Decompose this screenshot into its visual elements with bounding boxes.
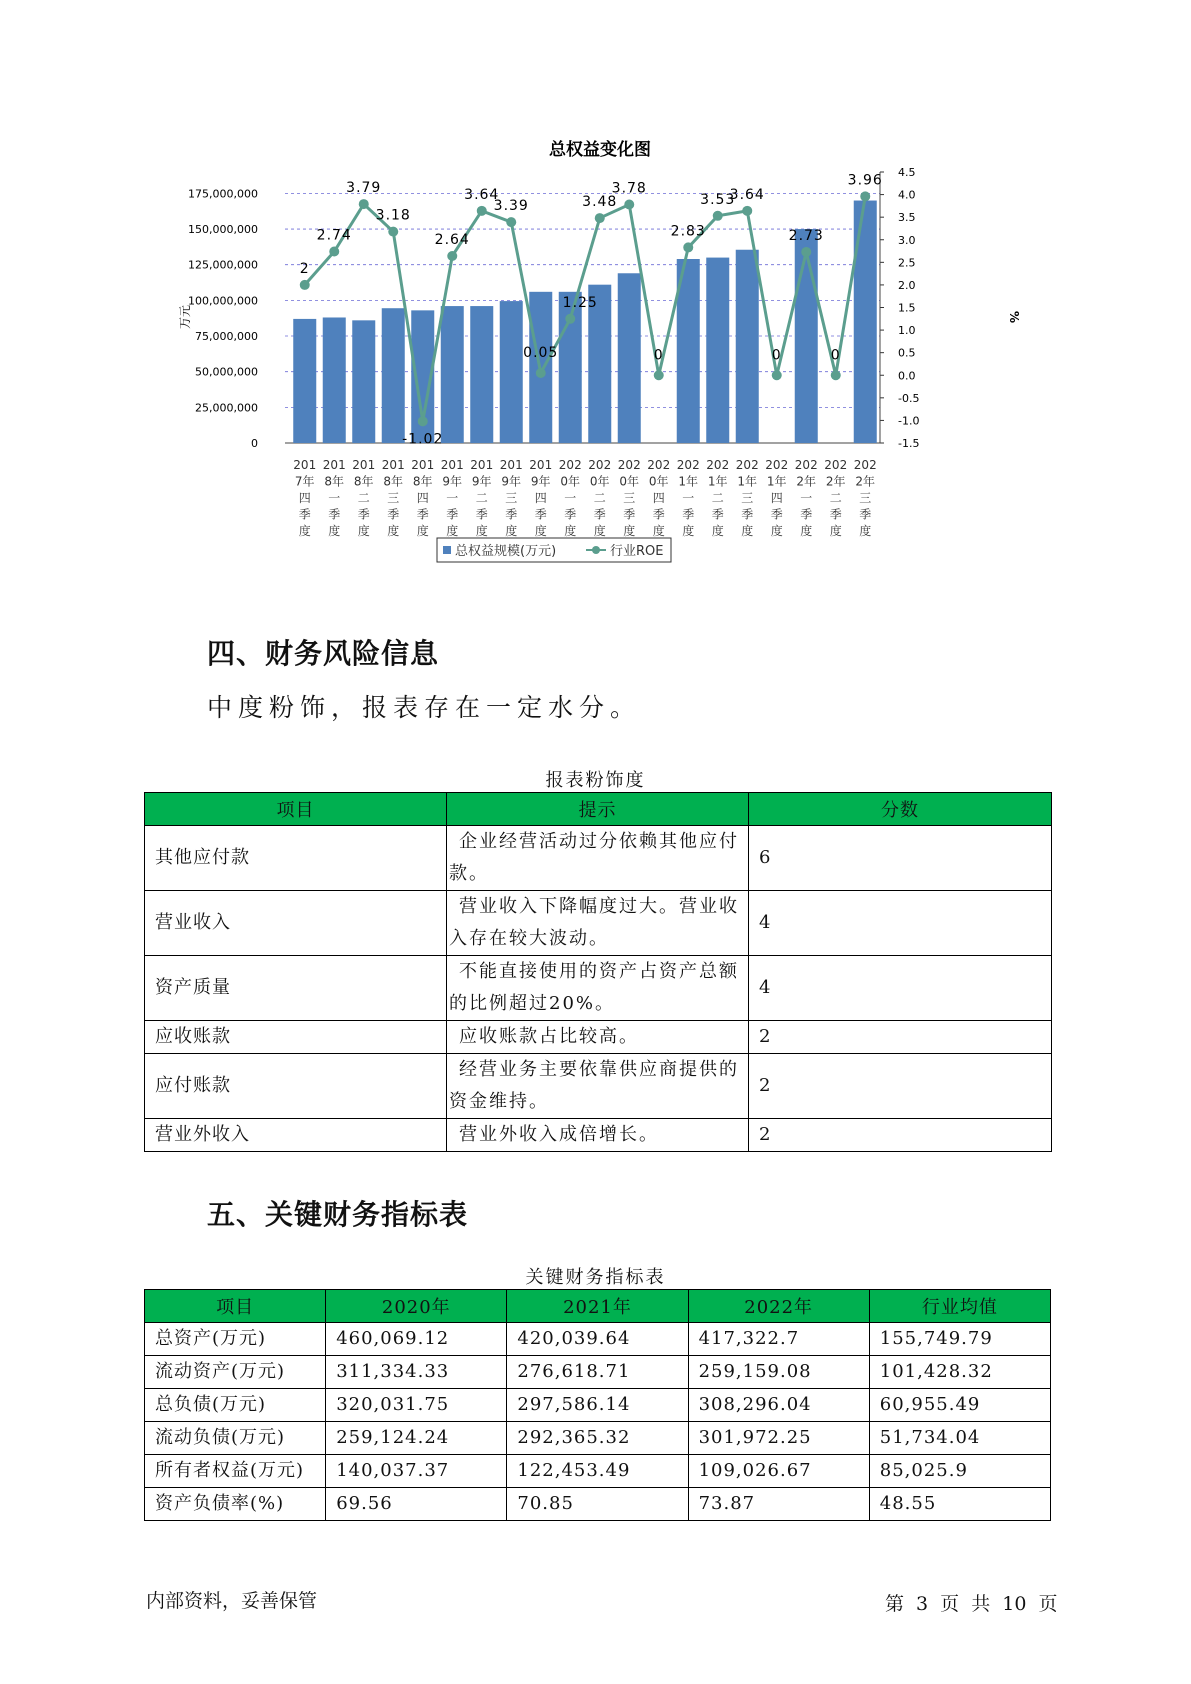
x-tick-label-line: 度 <box>387 524 400 538</box>
table-row <box>145 1119 1052 1152</box>
kpi-value: 308,296.04 <box>688 1389 869 1422</box>
table-row <box>145 956 1052 1021</box>
x-tick-label-line: 度 <box>298 524 311 538</box>
x-tick-label-line: 8年 <box>324 474 345 489</box>
kpi-item: 流动资产(万元) <box>145 1356 326 1389</box>
y-tick-label: 75,000,000 <box>195 330 258 344</box>
y-tick-label: 175,000,000 <box>188 187 258 201</box>
x-tick-label-line: 202 <box>794 458 818 472</box>
x-tick-label-line: 9年 <box>501 474 522 489</box>
kpi-value: 276,618.71 <box>507 1356 688 1389</box>
risk-score: 6 <box>749 826 1052 891</box>
table-row <box>145 891 1052 956</box>
risk-tip-line: 资金维持。 <box>449 1091 549 1112</box>
roe-point <box>683 242 693 252</box>
risk-table-caption: 报表粉饰度 <box>545 770 646 791</box>
table-row <box>145 1455 1051 1488</box>
x-tick-label-line: 9年 <box>471 474 492 489</box>
bar <box>382 308 405 443</box>
x-tick-label <box>588 458 611 538</box>
risk-tip-line: 款。 <box>449 863 489 884</box>
risk-tip <box>447 1119 749 1152</box>
roe-point <box>742 206 752 216</box>
bar <box>293 319 316 443</box>
header-cell: 项目 <box>145 1290 326 1323</box>
bar <box>736 250 759 443</box>
y2-axis <box>880 166 919 450</box>
roe-data-label: 3.79 <box>346 180 382 197</box>
roe-data-label: 3.64 <box>464 186 500 203</box>
risk-tip-line: 不能直接使用的资产占资产总额 <box>459 961 739 982</box>
roe-point <box>713 211 723 221</box>
y2-tick-label: 1.5 <box>898 301 916 315</box>
bar <box>441 306 464 443</box>
risk-tip-line: 经营业务主要依靠供应商提供的 <box>459 1059 739 1080</box>
kpi-value: 259,159.08 <box>688 1356 869 1389</box>
bar <box>323 317 346 443</box>
x-tick-label-line: 度 <box>564 524 577 538</box>
x-tick-label-line: 0年 <box>648 474 669 489</box>
x-tick-label-line: 2年 <box>825 474 846 489</box>
x-tick-label-line: 201 <box>411 458 435 472</box>
table-row <box>145 826 1052 891</box>
x-tick-label-line: 二 <box>829 491 842 505</box>
x-tick-label-line: 201 <box>352 458 376 472</box>
bar <box>795 229 818 443</box>
risk-tip-line: 企业经营活动过分依赖其他应付 <box>459 831 739 852</box>
x-tick-label-line: 季 <box>593 507 606 522</box>
x-tick-label <box>352 458 375 538</box>
risk-tip <box>447 1054 749 1119</box>
x-tick-label-line: 一 <box>682 491 695 505</box>
x-tick-label-line: 度 <box>505 524 518 538</box>
kpi-value: 70.85 <box>507 1488 688 1521</box>
x-tick-label-line: 9年 <box>442 474 463 489</box>
footer-confidential: 内部资料，妥善保管 <box>146 1590 318 1612</box>
risk-tip-line: 入存在较大波动。 <box>449 928 609 949</box>
table-row <box>145 1488 1051 1521</box>
x-tick-label-line: 0年 <box>589 474 610 489</box>
x-tick-label-line: 201 <box>499 458 523 472</box>
y2-tick-label: 1.0 <box>898 324 916 338</box>
x-tick-label-line: 度 <box>829 524 842 538</box>
roe-data-label: 3.78 <box>611 180 647 197</box>
x-tick-label-line: 一 <box>446 491 459 505</box>
x-tick-label <box>500 458 523 538</box>
x-tick-label-line: 度 <box>800 524 813 538</box>
header-cell: 项目 <box>145 793 447 826</box>
risk-score: 2 <box>749 1054 1052 1119</box>
x-tick-label-line: 2年 <box>855 474 876 489</box>
kpi-value: 297,586.14 <box>507 1389 688 1422</box>
risk-tip <box>447 1021 749 1054</box>
x-tick-label <box>529 458 552 538</box>
risk-item: 资产质量 <box>145 956 447 1021</box>
x-tick-label-line: 202 <box>676 458 700 472</box>
roe-data-label: 0 <box>771 347 782 364</box>
x-tick-label-line: 季 <box>711 507 724 522</box>
y-axis <box>188 187 258 450</box>
kpi-table-header <box>145 1290 1051 1323</box>
table-row <box>145 1356 1051 1389</box>
bar <box>352 320 375 443</box>
x-tick-label-line: 1年 <box>766 474 787 489</box>
roe-data-label: 3.64 <box>729 186 765 203</box>
kpi-item: 流动负债(万元) <box>145 1422 326 1455</box>
roe-point <box>772 370 782 380</box>
risk-tip-line: 营业外收入成倍增长。 <box>459 1124 659 1145</box>
x-tick-label-line: 201 <box>470 458 494 472</box>
x-tick-label-line: 一 <box>800 491 813 505</box>
header-cell: 2020年 <box>326 1290 507 1323</box>
legend-label-bar: 总权益规模(万元) <box>455 544 557 559</box>
x-tick-label-line: 2年 <box>796 474 817 489</box>
x-tick-label-line: 四 <box>298 491 311 505</box>
roe-point <box>300 280 310 290</box>
x-tick-label-line: 二 <box>711 491 724 505</box>
x-tick-label-line: 度 <box>623 524 636 538</box>
roe-point <box>565 314 575 324</box>
x-tick-label-line: 9年 <box>530 474 551 489</box>
x-tick-label-line: 季 <box>564 507 577 522</box>
x-tick-label-line: 201 <box>322 458 346 472</box>
roe-point <box>595 213 605 223</box>
x-tick-label-line: 季 <box>859 507 872 522</box>
y-axis-label: 万元 <box>178 304 192 330</box>
y2-tick-label: -0.5 <box>898 391 920 405</box>
x-tick-label <box>618 458 641 538</box>
roe-point <box>447 251 457 261</box>
roe-point <box>477 206 487 216</box>
x-tick-label-line: 季 <box>741 507 754 522</box>
x-tick-label-line: 度 <box>741 524 754 538</box>
x-tick-label <box>323 458 346 538</box>
x-tick-label-line: 0年 <box>619 474 640 489</box>
x-tick-label <box>470 458 493 538</box>
risk-score: 2 <box>749 1021 1052 1054</box>
bar <box>500 301 523 443</box>
roe-data-label: 3.96 <box>847 172 883 189</box>
table-row <box>145 1422 1051 1455</box>
x-tick-label-line: 四 <box>652 491 665 505</box>
header-cell: 行业均值 <box>869 1290 1050 1323</box>
x-tick-label-line: 季 <box>475 507 488 522</box>
legend-swatch-point <box>592 546 600 554</box>
x-tick-label-line: 202 <box>617 458 641 472</box>
roe-point <box>359 199 369 209</box>
x-tick-label-line: 1年 <box>678 474 699 489</box>
x-tick-label-line: 三 <box>859 491 872 505</box>
roe-data-label: 3.48 <box>582 194 618 211</box>
kpi-value: 51,734.04 <box>869 1422 1050 1455</box>
x-tick-label-line: 季 <box>652 507 665 522</box>
risk-table-header <box>145 793 1052 826</box>
kpi-value: 48.55 <box>869 1488 1050 1521</box>
x-tick-label-line: 1年 <box>737 474 758 489</box>
roe-data-label: -1.02 <box>402 431 444 448</box>
legend-label-line: 行业ROE <box>610 544 664 559</box>
table-row <box>145 1323 1051 1356</box>
x-tick-label-line: 202 <box>824 458 848 472</box>
x-tick-label <box>441 458 464 538</box>
roe-point <box>624 200 634 210</box>
roe-data-label: 0 <box>830 347 841 364</box>
y2-tick-label: 4.5 <box>898 166 916 179</box>
x-tick-label <box>647 458 670 538</box>
x-tick-label-line: 202 <box>706 458 730 472</box>
x-tick-label-line: 202 <box>558 458 582 472</box>
roe-point <box>418 416 428 426</box>
y2-tick-label: 0.0 <box>898 369 916 383</box>
header-cell: 提示 <box>447 793 749 826</box>
kpi-value: 460,069.12 <box>326 1323 507 1356</box>
roe-point <box>506 217 516 227</box>
roe-data-label: 2.73 <box>788 227 824 244</box>
risk-tip-line: 应收账款占比较高。 <box>459 1026 639 1047</box>
x-tick-label-line: 二 <box>475 491 488 505</box>
x-tick-label-line: 202 <box>588 458 612 472</box>
y2-tick-label: 3.0 <box>898 233 916 247</box>
x-tick-label-line: 度 <box>357 524 370 538</box>
header-cell: 分数 <box>749 793 1052 826</box>
x-tick-label-line: 8年 <box>383 474 404 489</box>
equity-chart <box>160 130 1021 590</box>
y2-tick-label: 2.5 <box>898 256 916 270</box>
roe-data-label: 1.25 <box>562 294 598 311</box>
x-tick-label-line: 度 <box>770 524 783 538</box>
bar <box>470 306 493 443</box>
x-tick-label <box>824 458 847 538</box>
kpi-value: 85,025.9 <box>869 1455 1050 1488</box>
kpi-item: 总负债(万元) <box>145 1389 326 1422</box>
roe-point <box>860 191 870 201</box>
x-tick-label <box>706 458 729 538</box>
roe-data-label: 2.74 <box>316 227 352 244</box>
risk-tip-line: 的比例超过20%。 <box>449 993 616 1014</box>
x-tick-label-line: 一 <box>328 491 341 505</box>
x-tick-label-line: 度 <box>652 524 665 538</box>
x-tick-label <box>559 458 582 538</box>
x-tick-label-line: 季 <box>800 507 813 522</box>
y-tick-label: 25,000,000 <box>195 401 258 415</box>
section5-heading: 五、关键财务指标表 <box>207 1198 469 1231</box>
roe-data-label: 3.39 <box>493 198 529 215</box>
risk-item: 应付账款 <box>145 1054 447 1119</box>
kpi-value: 155,749.79 <box>869 1323 1050 1356</box>
y2-tick-label: 4.0 <box>898 188 916 202</box>
x-tick-label-line: 8年 <box>412 474 433 489</box>
bar <box>618 273 641 443</box>
kpi-value: 259,124.24 <box>326 1422 507 1455</box>
x-tick-label-line: 202 <box>647 458 671 472</box>
x-tick-label-line: 201 <box>440 458 464 472</box>
kpi-value: 140,037.37 <box>326 1455 507 1488</box>
x-tick-label-line: 1年 <box>707 474 728 489</box>
kpi-value: 417,322.7 <box>688 1323 869 1356</box>
x-tick-label-line: 一 <box>564 491 577 505</box>
x-tick-label <box>677 458 700 538</box>
x-tick-label-line: 度 <box>711 524 724 538</box>
kpi-value: 311,334.33 <box>326 1356 507 1389</box>
x-tick-label <box>293 458 316 538</box>
kpi-value: 60,955.49 <box>869 1389 1050 1422</box>
y2-tick-label: 0.5 <box>898 346 916 360</box>
x-tick-label-line: 度 <box>446 524 459 538</box>
x-tick-label-line: 季 <box>446 507 459 522</box>
x-tick-label <box>765 458 788 538</box>
x-tick-label <box>795 458 818 538</box>
x-tick-label <box>382 458 405 538</box>
x-tick-label-line: 201 <box>293 458 317 472</box>
kpi-value: 301,972.25 <box>688 1422 869 1455</box>
kpi-item: 总资产(万元) <box>145 1323 326 1356</box>
x-tick-label-line: 季 <box>416 507 429 522</box>
risk-score: 4 <box>749 956 1052 1021</box>
roe-point <box>831 370 841 380</box>
x-tick-label-line: 202 <box>735 458 759 472</box>
x-tick-label-line: 度 <box>682 524 695 538</box>
x-tick-label-line: 二 <box>593 491 606 505</box>
x-tick-label <box>736 458 759 538</box>
risk-score: 2 <box>749 1119 1052 1152</box>
x-tick-label <box>854 458 877 538</box>
section4-heading: 四、财务风险信息 <box>207 637 440 670</box>
x-tick-label-line: 度 <box>593 524 606 538</box>
page-number: 第 3 页 共 10 页 <box>885 1593 1058 1615</box>
chart-title: 总权益变化图 <box>549 140 651 160</box>
risk-item: 应收账款 <box>145 1021 447 1054</box>
legend-swatch-bar <box>443 546 451 554</box>
risk-score: 4 <box>749 891 1052 956</box>
kpi-table <box>144 1289 1051 1521</box>
x-tick-label-line: 三 <box>623 491 636 505</box>
kpi-value: 122,453.49 <box>507 1455 688 1488</box>
table-row <box>145 1054 1052 1119</box>
x-tick-label-line: 二 <box>357 491 370 505</box>
y-tick-label: 0 <box>251 437 258 450</box>
roe-point <box>801 247 811 257</box>
risk-item: 其他应付款 <box>145 826 447 891</box>
x-tick-label-line: 季 <box>387 507 400 522</box>
kpi-value: 320,031.75 <box>326 1389 507 1422</box>
x-tick-label <box>411 458 434 538</box>
chart-legend <box>437 538 671 562</box>
y2-tick-label: 3.5 <box>898 211 916 225</box>
header-cell: 2021年 <box>507 1290 688 1323</box>
risk-tip-line: 营业收入下降幅度过大。营业收 <box>459 896 739 917</box>
x-tick-label-line: 三 <box>505 491 518 505</box>
y2-axis-label: % <box>1007 310 1021 324</box>
roe-point <box>654 370 664 380</box>
x-tick-label-line: 三 <box>741 491 754 505</box>
x-tick-label-line: 季 <box>682 507 695 522</box>
x-tick-label-line: 202 <box>765 458 789 472</box>
roe-data-label: 2 <box>299 260 310 277</box>
x-tick-label-line: 度 <box>475 524 488 538</box>
x-tick-label-line: 季 <box>829 507 842 522</box>
x-tick-label-line: 季 <box>623 507 636 522</box>
roe-point <box>388 227 398 237</box>
y-tick-label: 50,000,000 <box>195 365 258 379</box>
kpi-item: 所有者权益(万元) <box>145 1455 326 1488</box>
kpi-value: 109,026.67 <box>688 1455 869 1488</box>
x-tick-label-line: 度 <box>859 524 872 538</box>
risk-item: 营业外收入 <box>145 1119 447 1152</box>
kpi-table-caption: 关键财务指标表 <box>525 1267 666 1288</box>
kpi-item: 资产负债率(%) <box>145 1488 326 1521</box>
y2-tick-label: -1.0 <box>898 414 920 428</box>
roe-data-label: 3.18 <box>375 207 411 224</box>
x-tick-label-line: 四 <box>770 491 783 505</box>
x-tick-label-line: 7年 <box>294 474 315 489</box>
kpi-value: 73.87 <box>688 1488 869 1521</box>
x-tick-label-line: 201 <box>381 458 405 472</box>
x-tick-label-line: 季 <box>298 507 311 522</box>
risk-tip <box>447 891 749 956</box>
risk-table <box>144 792 1052 1152</box>
x-tick-label-line: 度 <box>416 524 429 538</box>
x-tick-label-line: 8年 <box>353 474 374 489</box>
x-tick-label-line: 201 <box>529 458 553 472</box>
x-tick-label-line: 季 <box>328 507 341 522</box>
kpi-value: 420,039.64 <box>507 1323 688 1356</box>
y2-tick-label: -1.5 <box>898 437 920 450</box>
y-tick-label: 150,000,000 <box>188 223 258 237</box>
x-tick-label-line: 度 <box>534 524 547 538</box>
roe-data-label: 0 <box>653 347 664 364</box>
roe-point <box>329 246 339 256</box>
risk-item: 营业收入 <box>145 891 447 956</box>
kpi-value: 101,428.32 <box>869 1356 1050 1389</box>
x-tick-label-line: 季 <box>505 507 518 522</box>
y2-tick-label: 2.0 <box>898 278 916 292</box>
risk-tip <box>447 826 749 891</box>
x-tick-label-line: 三 <box>387 491 400 505</box>
table-row <box>145 1021 1052 1054</box>
roe-point <box>536 368 546 378</box>
x-axis <box>293 458 876 538</box>
roe-data-label: 3.53 <box>700 191 736 208</box>
roe-data-label: 0.05 <box>523 344 559 361</box>
x-tick-label-line: 0年 <box>560 474 581 489</box>
x-tick-label-line: 度 <box>328 524 341 538</box>
risk-summary: 中度粉饰，报表存在一定水分。 <box>207 693 642 722</box>
risk-tip <box>447 956 749 1021</box>
x-tick-label-line: 202 <box>853 458 877 472</box>
kpi-value: 292,365.32 <box>507 1422 688 1455</box>
x-tick-label-line: 季 <box>534 507 547 522</box>
kpi-value: 69.56 <box>326 1488 507 1521</box>
bar <box>706 258 729 443</box>
roe-data-label: 2.83 <box>670 223 706 240</box>
roe-data-label: 2.64 <box>434 232 470 249</box>
header-cell: 2022年 <box>688 1290 869 1323</box>
table-row <box>145 1389 1051 1422</box>
x-tick-label-line: 四 <box>416 491 429 505</box>
x-tick-label-line: 季 <box>357 507 370 522</box>
x-tick-label-line: 季 <box>770 507 783 522</box>
y-tick-label: 100,000,000 <box>188 294 258 308</box>
x-tick-label-line: 四 <box>534 491 547 505</box>
y-tick-label: 125,000,000 <box>188 258 258 272</box>
